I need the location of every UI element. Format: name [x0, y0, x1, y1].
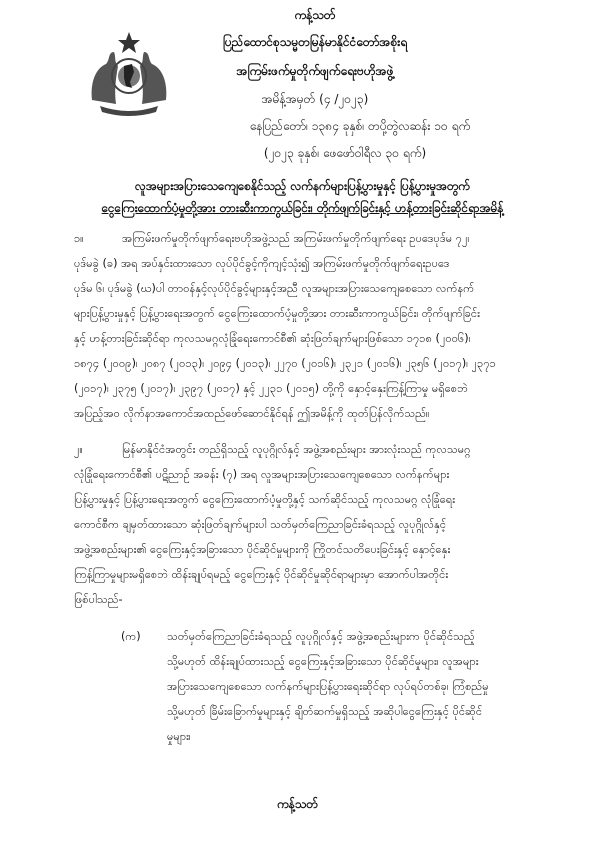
paragraph-2-line: ကောင်စီက ချမှတ်ထားသော ဆုံးဖြတ်ချက်များပါ သတ်မှတ်ကြေညာခြင်းခံရသည့် လူပုဂ္ဂိုလ်နှင့် [74, 518, 447, 531]
subitem-line: သို့မဟုတ် ထိန်းချုပ်ထားသည့် ငွေကြေးနှင့်အခြားသော ပိုင်ဆိုင်မှုများ၊ လူအများ [167, 655, 479, 668]
order-title-line-2: ငွေကြေးထောက်ပံ့မှုတို့အား တားဆီးကာကွယ်ခြင်း၊ တိုက်ဖျက်ခြင်းနှင့် ဟန့်တားခြင်းဆိုင်ရာအမိန့် [101, 201, 504, 215]
paragraph-1-line: ၁၈၇၄ (၂၀၀၉)၊ ၂၀၈၇ (၂၀၁၃)၊ ၂၀၉၄ (၂၀၁၃)၊ ၂၂၇၀ (၂၀၁၆)၊ ၂၃၂၁ (၂၀၁၆)၊ ၂၃၅၆ (၂၀၁၇)၊ ၂၃၇၁ [74, 357, 496, 370]
paragraph-2-line: မြန်မာနိုင်ငံအတွင်း တည်ရှိသည့် လူပုဂ္ဂိုလ်နှင့် အဖွဲ့အစည်းများ အားလုံးသည် ကုလသမဂ္ဂ [122, 443, 471, 456]
date-myanmar: နေပြည်တော်၊ ၁၃၈၄ ခုနှစ်၊ တပို့တွဲလဆန်း ၁၀ ရက် [249, 119, 471, 133]
paragraph-2-number: ၂။ [74, 443, 83, 456]
paragraph-2-line: အဖွဲ့အစည်းများ၏ ငွေကြေးနှင့်အခြားသော ပိုင်ဆိုင်မှုများကို ကြိုတင်သတိပေးခြင်းနှင့် နှောင့်နှေး [74, 543, 451, 556]
state-seal-emblem [86, 30, 172, 116]
paragraph-2-line: ဖြစ်ပါသည်- [74, 593, 123, 606]
subitem-line: အပြားသေကျေစေသော လက်နက်များပြန့်ပွားရေးဆိုင်ရာ လုပ်ရပ်တစ်ခု၊ ကြံစည်မှု [167, 680, 489, 693]
paragraph-1-line: များပြန့်ပွားမှုနှင့် ပြန့်ပွားရေးအတွက် ငွေကြေးထောက်ပံ့မှုတို့အား တားဆီးကာကွယ်ခြင်း၊ တိုက်ဖျက်ခြင်း [74, 307, 480, 320]
paragraph-1-line: ပုဒ်မခွဲ (ခ) အရ အပ်နှင်းထားသော လုပ်ပိုင်ခွင့်ကိုကျင့်သုံး၍ အကြမ်းဖက်မှုတိုက်ဖျက်ရေးဥပဒေ [74, 257, 450, 270]
paragraph-2-line: ကြန့်ကြာမှုများမရှိစေဘဲ ထိန်းချုပ်ရမည့် ငွေကြေးနှင့် ပိုင်ဆိုင်မှုဆိုင်ရာများမှာ အောက်ပါအတိုင်း [74, 568, 449, 581]
subitem-label: (က) [121, 630, 141, 643]
order-number: အမိန့်အမှတ် (၄ /၂၀၂၃) [261, 92, 369, 106]
paragraph-2-line: ပြန့်ပွားမှုနှင့် ပြန့်ပွားရေးအတွက် ငွေကြေးထောက်ပံ့မှုတို့နှင့် သက်ဆိုင်သည့် ကုလသမဂ္ဂ လုံခြုံရေး [74, 493, 456, 506]
paragraph-1-line: (၂၀၁၇)၊ ၂၃၇၅ (၂၀၁၇)၊ ၂၃၉၇ (၂၀၁၇) နှင့် ၂၂၃၁ (၂၀၁၅) တို့ကို နှောင့်နှေးကြန့်ကြာမှု မရှိစေဘဲ [74, 382, 468, 395]
government-name: ပြည်ထောင်စုသမ္မတမြန်မာနိုင်ငံတော်အစိုးရ [222, 35, 408, 49]
paragraph-1-line: အကြမ်းဖက်မှုတိုက်ဖျက်ရေးဗဟိုအဖွဲ့သည် အကြမ်းဖက်မှုတိုက်ဖျက်ရေး ဥပဒေပုဒ်မ ၇၂၊ [122, 232, 470, 245]
paragraph-1-line: အပြည့်အဝ လိုက်နာအကောင်အထည်ဖော်ဆောင်နိုင်ရန် ဤအမိန့်ကို ထုတ်ပြန်လိုက်သည်။ [74, 407, 430, 420]
classification-top: ကန့်သတ် [294, 8, 336, 22]
date-gregorian: (၂၀၂၃ ခုနှစ်၊ ဖေဖော်ဝါရီလ ၃၀ ရက်) [263, 146, 427, 160]
committee-name: အကြမ်းဖက်မှုတိုက်ဖျက်ရေးဗဟိုအဖွဲ့ [236, 64, 394, 78]
paragraph-2-line: လုံခြုံရေးကောင်စီ၏ ပဋိညာဉ် အခန်း (၇) အရ လူအများအပြားသေကျေစေသော လက်နက်များ [74, 468, 450, 481]
paragraph-1-number: ၁။ [74, 232, 84, 245]
classification-bottom: ကန့်သတ် [276, 797, 319, 811]
paragraph-1-line: ပုဒ်မ ၆၊ ပုဒ်မခွဲ (ဃ)ပါ တာဝန်နှင့်လုပ်ပိုင်ခွင့်များနှင့်အညီ လူအများအပြားသေကျေစေသော လက်နက် [74, 282, 475, 295]
paragraph-1-line: နှင့် ဟန့်တားခြင်းဆိုင်ရာ ကုလသမဂ္ဂလုံခြုံရေးကောင်စီ၏ ဆုံးဖြတ်ချက်များဖြစ်သော ၁၇၁၈ (၂၀၀၆)၊ [74, 332, 471, 345]
order-title-line-1: လူအများအပြားသေကျေစေနိုင်သည့် လက်နက်များပြန့်ပွားမှုနှင့် ပြန့်ပွားမှုအတွက် [134, 179, 471, 193]
subitem-line: သတ်မှတ်ကြေညာခြင်းခံရသည့် လူပုဂ္ဂိုလ်နှင့် အဖွဲ့အစည်းများက ပိုင်ဆိုင်သည့် [167, 630, 475, 643]
subitem-line: မှုများ၊ [167, 730, 191, 743]
subitem-line: သို့မဟုတ် ခြိမ်းခြောက်မှုများနှင့် ချိတ်ဆက်မှုရှိသည့် အဆိုပါငွေကြေးနှင့် ပိုင်ဆိုင် [167, 705, 483, 718]
